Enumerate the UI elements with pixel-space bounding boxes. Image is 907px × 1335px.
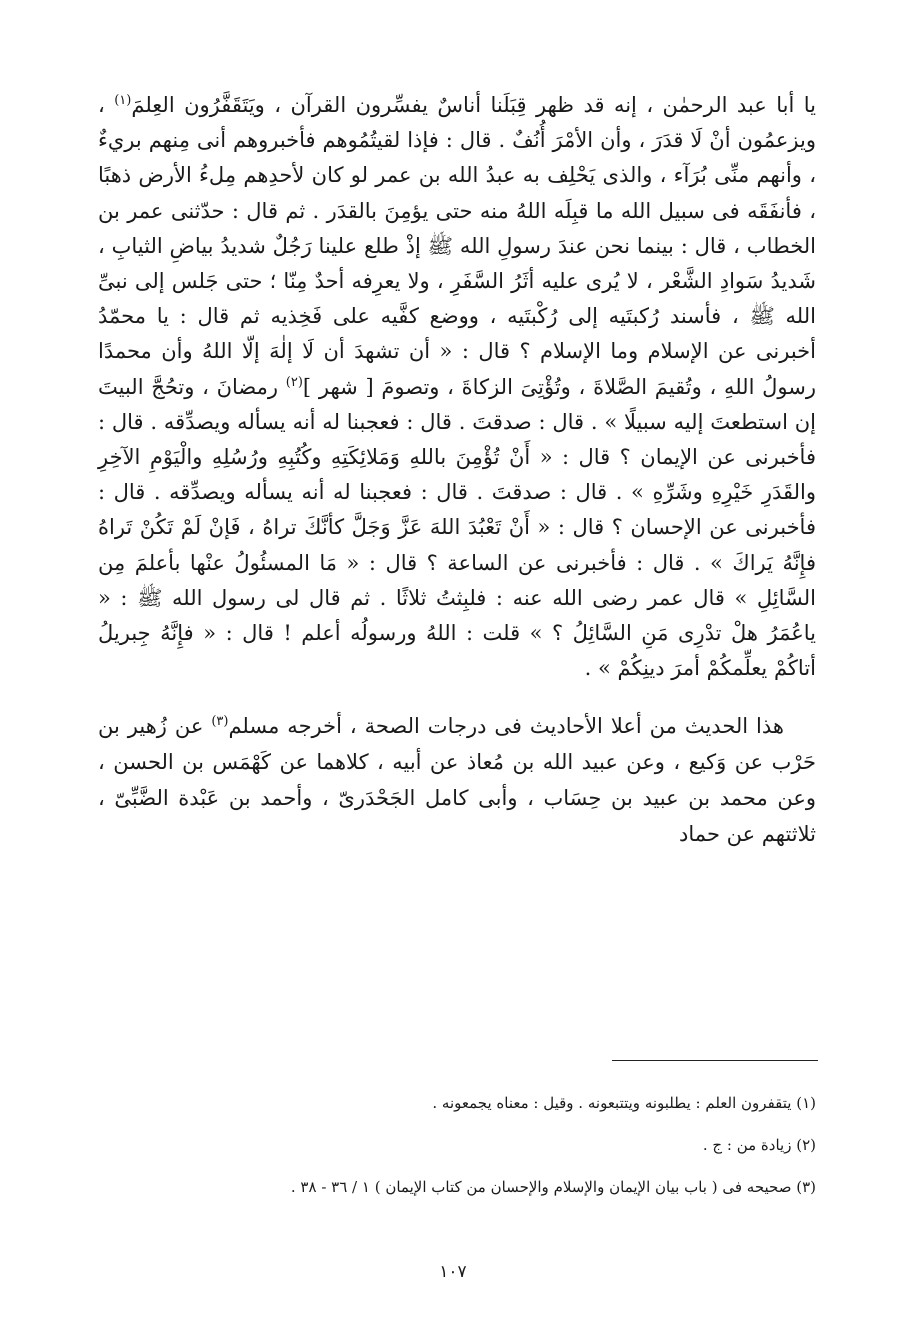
hadith-paragraph bbox=[98, 88, 816, 686]
footnote-3: (٣) صحيحه فى ( باب بيان الإيمان والإسلام والإحسان من كتاب الإيمان ) ١ / ٣٦ - ٣٨ . bbox=[290, 1178, 816, 1196]
commentary-paragraph bbox=[98, 708, 816, 852]
text-segment: عن زُهير بن حَرْب عن وَكيع ، وعن عبيد الله بن مُعاذ عن أبيه ، كلاهما عن كَهْمَس بن الحسن ، وعن محمد بن عبيد بن حِسَاب ، وأبى كامل الجَحْدَرىّ ، وأحمد بن عَبْدة الضَّبِّىّ ، ثلاثتهم عن حماد bbox=[98, 714, 816, 847]
main-text bbox=[98, 88, 816, 852]
footnote-2: (٢) زيادة من : ج . bbox=[702, 1136, 816, 1154]
text-segment: يا أبا عبد الرحمٰن ، إنه قد ظهر قِبَلَنا أناسٌ يفسِّرون القرآن ، ويَتَقَفَّرُون العِلمَ bbox=[131, 93, 816, 117]
page-number: ١٠٧ bbox=[439, 1262, 467, 1282]
footnote-divider bbox=[612, 1060, 818, 1061]
footnotes bbox=[98, 1092, 816, 1218]
footnote-ref-1[interactable]: (١) bbox=[114, 93, 132, 108]
footnote-ref-2[interactable]: (٢) bbox=[285, 374, 303, 390]
text-segment: ، ويزعمُون أنْ لَا قدَرَ ، وأن الأمْرَ أُنُفٌ . قال : فإذا لقيتُمُوهم فأخبروهم أنى مِنهم بريءٌ ، وأنهم منِّى بُرَآء ، والذى يَحْلِف به عبدُ الله بن عمر لو كان لأحدِهم مِلءُ الأرض ذهبًا ، فأنفَقَه فى سبيل الله ما قبِلَه اللهُ منه حتى يؤمِنَ بالقدَر . ثم قال : حدّثنى عمر بن الخطاب ، قال : بينما نحن عندَ رسولِ الله ﷺ إذْ طلع علينا رَجُلٌ شديدُ بياضِ الثيابِ ، شَديدُ سَوادِ الشَّعْر ، لا يُرى عليه أثَرُ السَّفَرِ ، ولا يعرِفه أحدٌ مِنّا ؛ حتى جَلس إلى نبىِّ الله ﷺ ، فأسند رُكبتَيه إلى رُكْبتَيه ، ووضع كفَّيه على فَخِذيه ثم قال : يا محمّدُ أخبرنى عن الإسلام وما الإسلام ؟ قال : « أن تشهدَ أن لَا إلٰهَ إلّا اللهُ وأن محمدًا رسولُ اللهِ ، وتُقيمَ الصَّلاةَ ، وتُؤْتِىَ الزكاةَ ، وتصومَ [ شهر ] bbox=[98, 93, 816, 399]
text-segment: رمضانَ ، وتحُجَّ البيتَ إن استطعتَ إليه سبيلًا » . قال : صدقتَ . قال : فعجبنا له أنه يسأله ويصدِّقه . قال : فأخبرنى عن الإيمان ؟ قال : « أَنْ تُؤْمِنَ باللهِ وَمَلائِكَتِهِ وكُتُبِهِ ورُسُلِهِ والْيَوْمِ الآخِرِ والقَدَرِ خَيْرِهِ وشَرِّهِ » . قال : صدقتَ . قال : فعجبنا له أنه يسأله ويصدِّقه . قال : فأخبرنى عن الإحسان ؟ قال : « أَنْ تَعْبُدَ اللهَ عَزَّ وَجَلَّ كأنَّكَ تراهُ ، فَإنْ لَمْ تَكُنْ تَراهُ فإِنَّهُ يَراكَ » . قال : فأخبرنى عن الساعة ؟ قال : « مَا المسئُولُ عنْها بأعلمَ مِن السَّائِلِ » قال عمر رضى الله عنه : فلبِثتُ ثلاثًا . ثم قال لى رسول الله ﷺ : « ياعُمَرُ هلْ تدْرِى مَنِ السَّائِلُ ؟ » قلت : اللهُ ورسولُه أعلم ! قال : « فإِنَّهُ جِبريلُ أتاكُمْ يعلِّمكُمْ أمرَ دينِكُمْ » . bbox=[98, 374, 816, 681]
footnote-ref-3[interactable]: (٣) bbox=[211, 714, 229, 730]
text-segment: هذا الحديث من أعلا الأحاديث فى درجات الصحة ، أخرجه مسلم bbox=[228, 714, 784, 739]
footnote-1: (١) يتقفرون العلم : يطلبونه ويتتبعونه . وقيل : معناه يجمعونه . bbox=[432, 1094, 816, 1112]
